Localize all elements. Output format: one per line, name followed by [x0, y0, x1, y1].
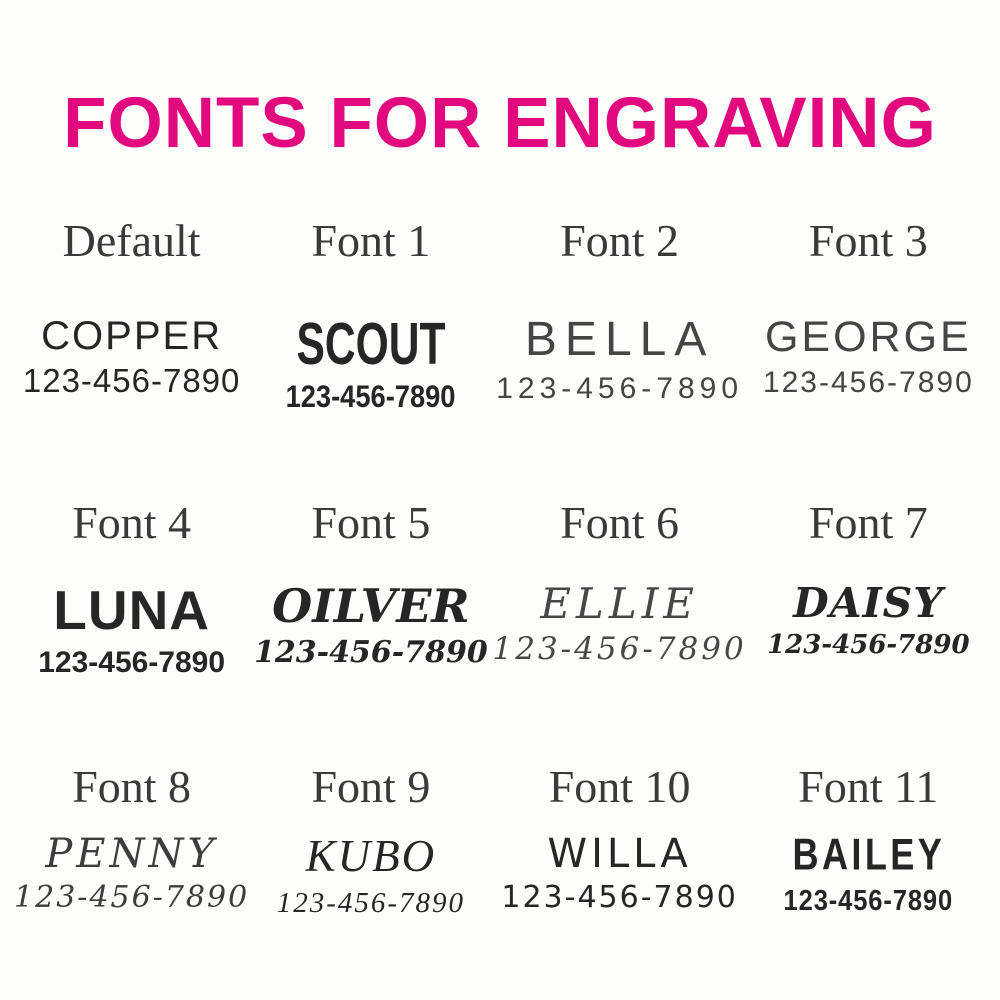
font-sample-number: 123-456-7890 — [496, 371, 744, 405]
font-sample-number: 123-456-7890 — [767, 629, 970, 660]
font-card-default — [14, 217, 249, 414]
font-card-label: Font 2 — [560, 215, 680, 266]
font-card-font-6 — [492, 496, 747, 679]
font-card-font-4 — [14, 496, 249, 679]
font-card-label: Font 9 — [311, 761, 431, 813]
font-grid — [14, 217, 986, 918]
font-sample-name: GEORGE — [764, 313, 972, 362]
font-sample-number: 123-456-7890 — [285, 378, 456, 415]
font-sample-name: ELLIE — [540, 578, 699, 628]
font-card-label: Font 3 — [808, 215, 928, 266]
font-sample-name: BAILEY — [792, 830, 945, 881]
font-card-font-5 — [253, 496, 488, 679]
font-sample-number: 123-456-7890 — [14, 880, 250, 916]
font-card-label: Font 10 — [548, 761, 691, 813]
font-card-label: Font 11 — [798, 761, 939, 813]
font-sample-name: COPPER — [41, 314, 223, 359]
font-sample-number: 123-456-7890 — [38, 645, 226, 679]
font-card-font-1 — [253, 217, 488, 414]
font-card-font-3 — [751, 217, 986, 414]
page-title: FONTS FOR ENGRAVING — [63, 84, 937, 163]
font-card-label: Font 4 — [72, 496, 192, 548]
font-card-font-2 — [493, 217, 747, 414]
font-sample-number: 123-456-7890 — [762, 366, 974, 400]
font-card-font-9 — [253, 763, 488, 918]
font-sample-number: 123-456-7890 — [254, 635, 488, 671]
font-sample-name: SCOUT — [296, 310, 446, 378]
font-card-label: Font 8 — [72, 761, 192, 813]
font-card-font-8 — [14, 763, 249, 918]
font-card-font-10 — [493, 763, 747, 918]
font-card-label: Font 1 — [311, 215, 431, 266]
font-card-font-11 — [751, 763, 986, 918]
font-sample-number: 123-456-7890 — [501, 880, 738, 916]
font-sample-name: DAISY — [793, 578, 944, 627]
font-card-font-7 — [751, 496, 986, 679]
font-card-label: Default — [62, 215, 201, 266]
font-sample-name: LUNA — [53, 578, 211, 641]
font-sample-name: BELLA — [524, 313, 715, 367]
font-sample-name: KUBO — [305, 831, 437, 882]
font-sample-name: WILLA — [547, 831, 692, 878]
font-sample-number: 123-456-7890 — [22, 362, 241, 400]
font-sample-name: PENNY — [45, 831, 218, 878]
font-sample-number: 123-456-7890 — [276, 886, 466, 919]
font-sample-number: 123-456-7890 — [492, 631, 747, 668]
font-card-label: Font 7 — [808, 496, 928, 548]
font-card-label: Font 6 — [560, 496, 680, 548]
font-sample-name: OILVER — [272, 578, 470, 633]
font-card-label: Font 5 — [311, 496, 431, 548]
font-sample-number: 123-456-7890 — [783, 884, 954, 917]
